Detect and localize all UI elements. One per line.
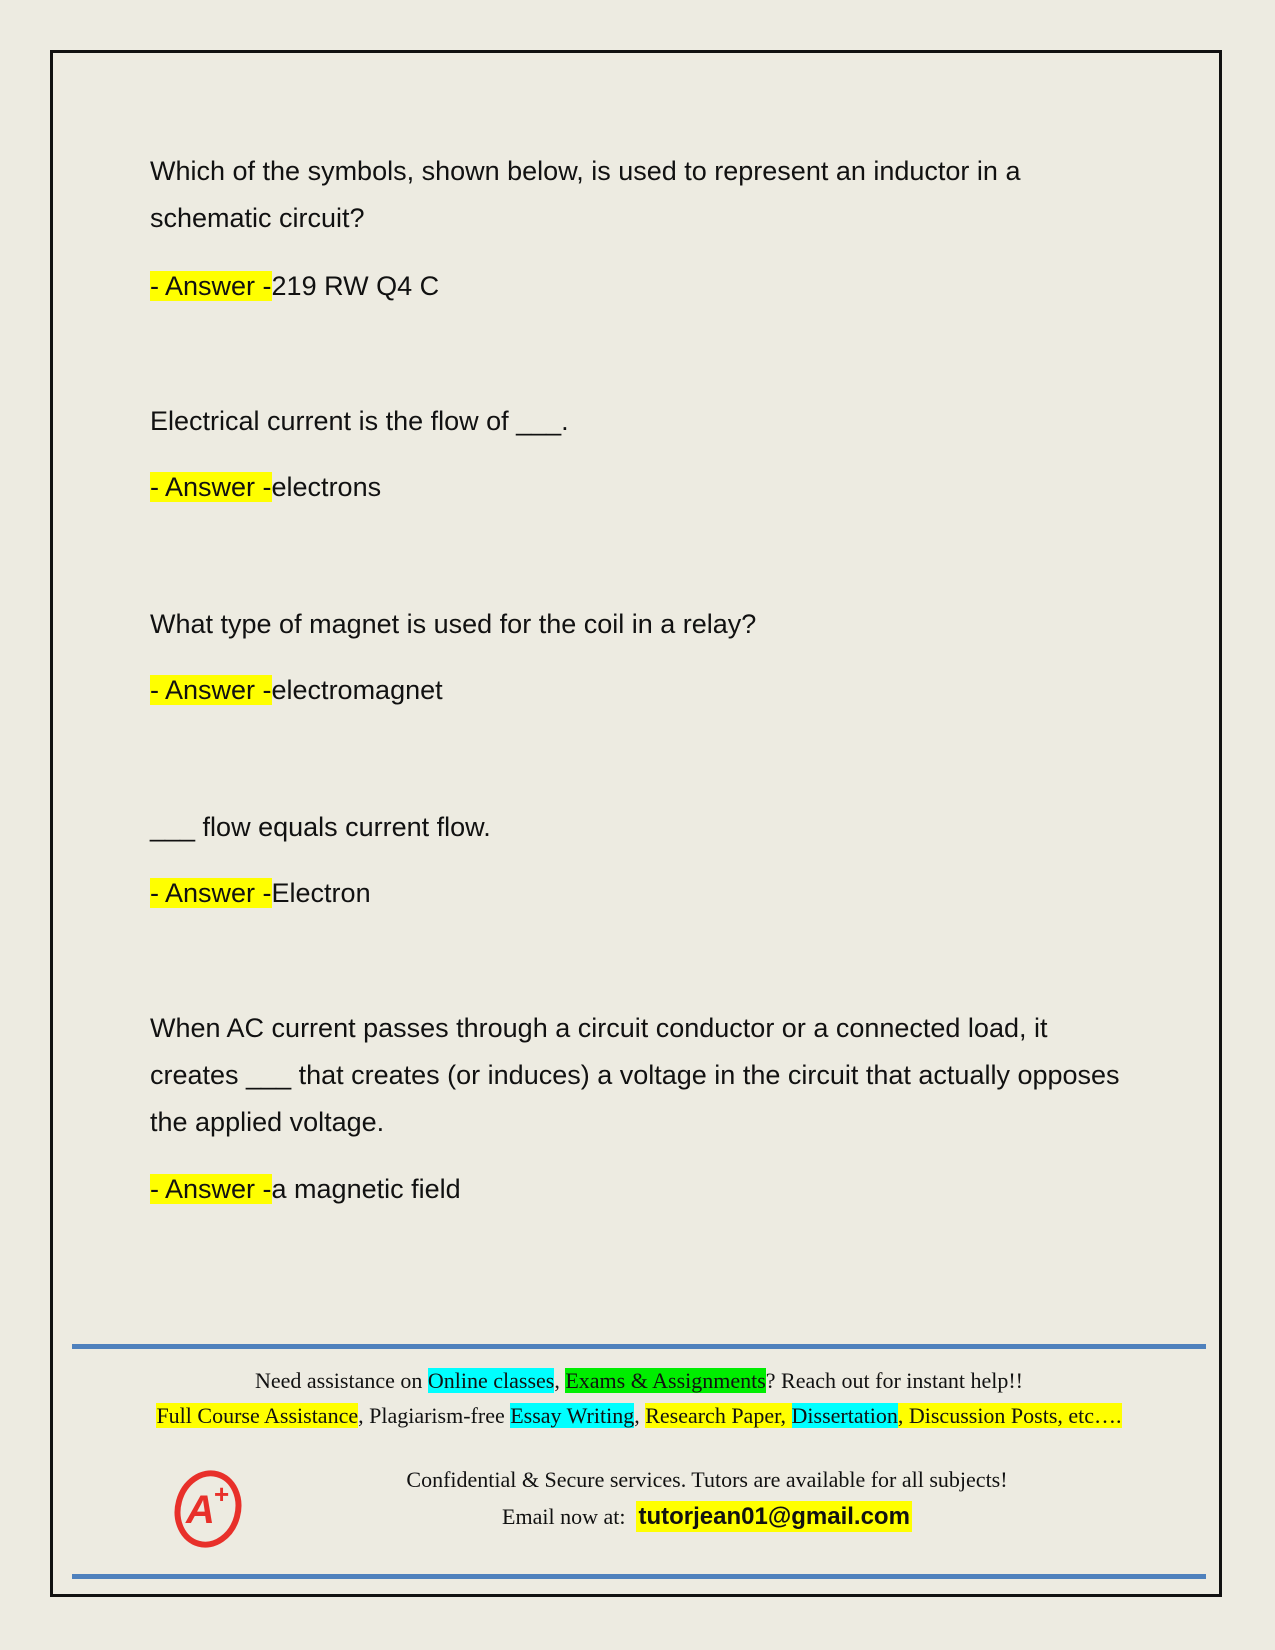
answer-label: - Answer - [150, 472, 272, 502]
answer-label: - Answer - [150, 271, 272, 301]
question-4: ___ flow equals current flow. [150, 812, 491, 842]
footer-line-4 [140, 1503, 1274, 1531]
footer-text: , [554, 1368, 560, 1393]
answer-1 [150, 266, 439, 306]
footer-text: Need assistance on [254, 1368, 428, 1393]
svg-text:A: A [186, 1488, 215, 1532]
answer-5 [150, 1169, 461, 1209]
answer-4 [150, 873, 371, 913]
question-5: When AC current passes through a circuit conductor or a connected load, it creates ___ that creates (or induces) a voltage in the circuit that actually opposes the applied voltage. [150, 1013, 1120, 1137]
answer-text: electromagnet [271, 675, 443, 705]
answer-text: 219 RW Q4 C [271, 271, 440, 301]
footer-text: ? Reach out for instant help!! [765, 1368, 1023, 1393]
footer-line-2 [72, 1403, 1206, 1429]
question-2: Electrical current is the flow of ___. [150, 406, 569, 436]
footer-text: , [634, 1403, 646, 1428]
highlight-research: Research Paper, [645, 1403, 792, 1428]
email-link[interactable]: tutorjean01@gmail.com [638, 1503, 910, 1530]
answer-label: - Answer - [150, 675, 272, 705]
footer-line-3: Confidential & Secure services. Tutors are available for all subjects! [406, 1467, 1008, 1492]
highlight-full-course: Full Course Assistance [156, 1403, 359, 1428]
highlight-online-classes: Online classes [427, 1368, 555, 1393]
highlight-exams: Exams & Assignments [565, 1368, 766, 1393]
answer-text: electrons [271, 472, 382, 502]
svg-text:+: + [214, 1479, 230, 1509]
footer-line-1 [72, 1368, 1206, 1394]
email-label: Email now at: [502, 1504, 626, 1529]
footer-text: , Plagiarism-free [358, 1403, 511, 1428]
footer-divider-top [72, 1344, 1206, 1349]
answer-label: - Answer - [150, 1174, 272, 1204]
answer-3 [150, 670, 443, 710]
highlight-discussion: , Discussion Posts, etc…. [897, 1403, 1122, 1428]
highlight-dissertation: Dissertation [791, 1403, 898, 1428]
footer-divider-bottom [72, 1574, 1206, 1579]
answer-text: a magnetic field [271, 1174, 461, 1204]
answer-2 [150, 467, 381, 507]
answer-label: - Answer - [150, 878, 272, 908]
highlight-essay: Essay Writing [510, 1403, 635, 1428]
question-3: What type of magnet is used for the coil in a relay? [150, 609, 757, 639]
question-1: Which of the symbols, shown below, is used to represent an inductor in a schematic circuit? [150, 156, 1021, 233]
answer-text: Electron [271, 878, 371, 908]
